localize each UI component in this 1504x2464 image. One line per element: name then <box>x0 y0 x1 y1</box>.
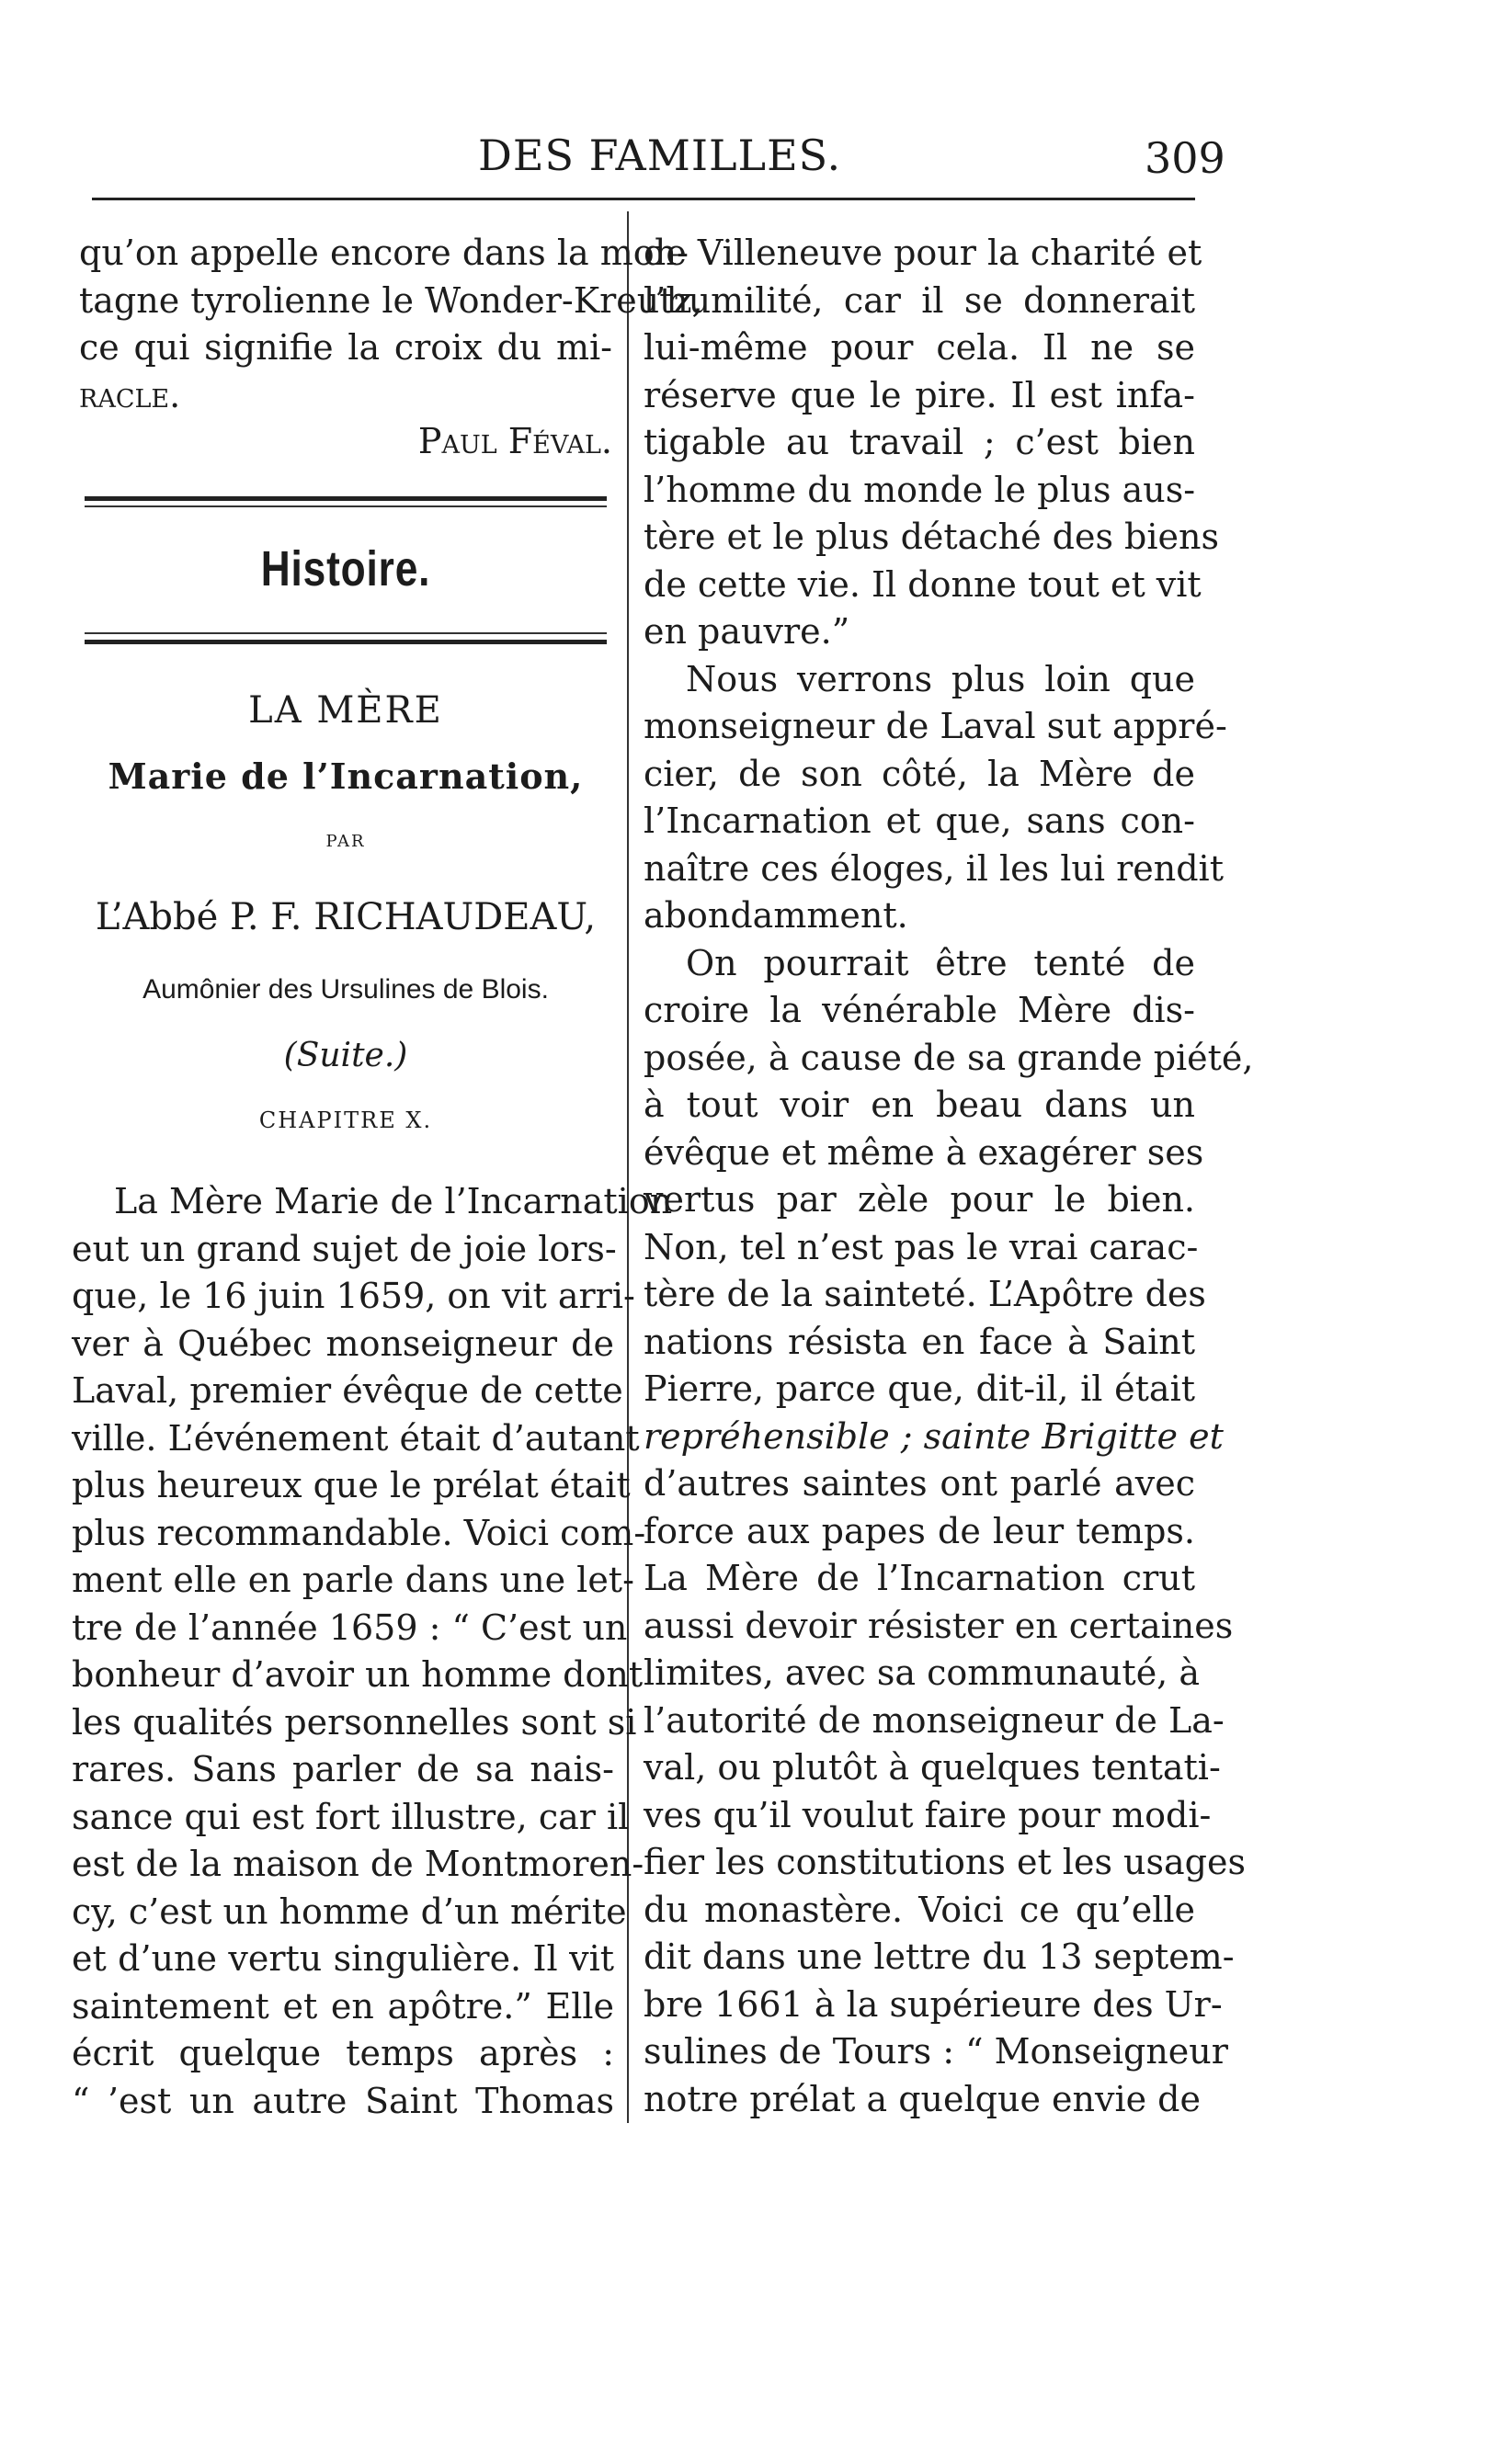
text-line: que, le 16 juin 1659, on vit arri- <box>72 1276 635 1316</box>
text-line: et d’une vertu singulière. Il vit <box>72 1938 614 1979</box>
by-label: PAR <box>325 832 366 851</box>
left-column-opening <box>79 230 703 419</box>
text-line: La Mère Marie de l’Incarnation <box>114 1181 673 1221</box>
text-line: eut un grand sujet de joie lors- <box>72 1228 617 1269</box>
text-line: ville. L’événement était d’autant <box>72 1417 640 1459</box>
text-line: notre prélat a quelque envie de <box>644 2078 1201 2119</box>
text-line: tère et le plus détaché des biens <box>644 517 1219 557</box>
text-line: On pourrait être tenté de <box>686 942 1195 983</box>
text-line: force aux papes de leur temps. <box>644 1510 1195 1551</box>
article-title: LA MÈRE <box>248 689 443 732</box>
section-rule-bottom-thin <box>85 632 607 634</box>
text-line: ment elle en parle dans une let- <box>72 1560 634 1600</box>
text-line: lui-même pour cela. Il ne se <box>644 327 1195 368</box>
text-line: posée, à cause de sa grande piété, <box>644 1037 1254 1078</box>
text-line: ce qui signifie la croix du mi- <box>79 327 612 368</box>
text-line: d’autres saintes ont parlé avec <box>644 1463 1195 1504</box>
text-line: plus recommandable. Voici com- <box>72 1512 646 1553</box>
text-line: Pierre, parce que, dit-il, il était <box>644 1368 1195 1409</box>
text-line: évêque et même à exagérer ses <box>644 1131 1204 1173</box>
text-line: Laval, premier évêque de cette <box>72 1370 623 1411</box>
text-line: val, ou plutôt à quelques tentati- <box>644 1747 1221 1788</box>
text-line: à tout voir en beau dans un <box>644 1084 1195 1125</box>
text-line: aussi devoir résister en certaines <box>644 1605 1234 1646</box>
section-rule-top-thin <box>85 505 607 507</box>
text-line: du monastère. Voici ce qu’elle <box>644 1889 1195 1930</box>
text-line: bonheur d’avoir un homme dont <box>72 1654 644 1695</box>
section-rule-top <box>85 496 607 501</box>
text-line: monseigneur de Laval sut appré- <box>644 706 1227 746</box>
text-line: tigable au travail ; c’est bien <box>644 422 1195 462</box>
text-line: ves qu’il voulut faire pour modi- <box>644 1794 1212 1835</box>
text-line: écrit quelque temps après : <box>72 2033 614 2073</box>
text-line: abondamment. <box>644 895 908 936</box>
text-line: saintement et en apôtre.” Elle <box>72 1985 614 2027</box>
text-line: cy, c’est un homme d’un mérite <box>72 1891 627 1932</box>
running-title: DES FAMILLES. <box>478 131 842 180</box>
text-line: racle. <box>79 374 181 415</box>
left-column-body <box>72 1178 673 2125</box>
author-name: L’Abbé P. F. RICHAUDEAU, <box>95 896 597 938</box>
text-line: qu’on appelle encore dans la mon- <box>79 233 689 273</box>
text-line: repréhensible ; sainte Brigitte et <box>644 1415 1224 1457</box>
header-rule <box>92 198 1195 200</box>
text-line: sance qui est fort illustre, car il <box>72 1796 630 1837</box>
text-line: plus heureux que le prélat était <box>72 1465 631 1505</box>
text-line: tère de la sainteté. L’Apôtre des <box>644 1274 1206 1314</box>
text-line: cier, de son côté, la Mère de <box>644 753 1195 794</box>
chapter-heading: CHAPITRE X. <box>258 1107 433 1133</box>
text-line: est de la maison de Montmoren- <box>72 1844 644 1884</box>
text-line: vertus par zèle pour le bien. <box>644 1179 1195 1220</box>
text-line: fier les constitutions et les usages <box>644 1842 1246 1882</box>
article-subtitle: Marie de l’Incarnation, <box>108 755 584 797</box>
text-line: Non, tel n’est pas le vrai carac- <box>644 1226 1199 1267</box>
text-line: l’Incarnation et que, sans con- <box>644 801 1195 841</box>
signature: Paul Féval. <box>417 421 612 461</box>
text-line: ver à Québec monseigneur de <box>72 1323 614 1364</box>
text-line: en pauvre.” <box>644 611 850 652</box>
text-line: bre 1661 à la supérieure des Ur- <box>644 1983 1223 2025</box>
text-line: tagne tyrolienne le Wonder-Kreutz, <box>79 279 703 321</box>
text-line: l’humilité, car il se donnerait <box>644 279 1195 321</box>
text-line: sulines de Tours : “ Monseigneur <box>644 2031 1228 2072</box>
text-line: dit dans une lettre du 13 septem- <box>644 1936 1235 1977</box>
text-line: rares. Sans parler de sa nais- <box>72 1749 614 1789</box>
text-line: nations résista en face à Saint <box>644 1321 1195 1362</box>
text-line: de Villeneuve pour la charité et <box>644 233 1202 273</box>
sequel-note: (Suite.) <box>283 1037 408 1074</box>
text-line: l’homme du monde le plus aus- <box>644 469 1196 510</box>
right-column <box>644 230 1254 2123</box>
text-line: Nous verrons plus loin que <box>686 658 1195 699</box>
text-line: La Mère de l’Incarnation crut <box>644 1558 1195 1598</box>
text-line: tre de l’année 1659 : “ C’est un <box>72 1607 628 1648</box>
text-line: l’autorité de monseigneur de La- <box>644 1699 1225 1741</box>
text-line: “ ’est un autre Saint Thomas <box>72 2080 614 2121</box>
section-rule-bottom <box>85 640 607 644</box>
author-title: Aumônier des Ursulines de Blois. <box>142 974 549 1005</box>
text-line: de cette vie. Il donne tout et vit <box>644 563 1202 605</box>
text-line: réserve que le pire. Il est infa- <box>644 374 1195 415</box>
text-line: croire la vénérable Mère dis- <box>644 990 1195 1030</box>
text-line: les qualités personnelles sont si <box>72 1701 637 1743</box>
text-line: naître ces éloges, il les lui rendit <box>644 847 1224 889</box>
text-line: limites, avec sa communauté, à <box>644 1652 1200 1693</box>
section-heading: Histoire. <box>260 541 431 596</box>
page-number: 309 <box>1145 133 1225 183</box>
